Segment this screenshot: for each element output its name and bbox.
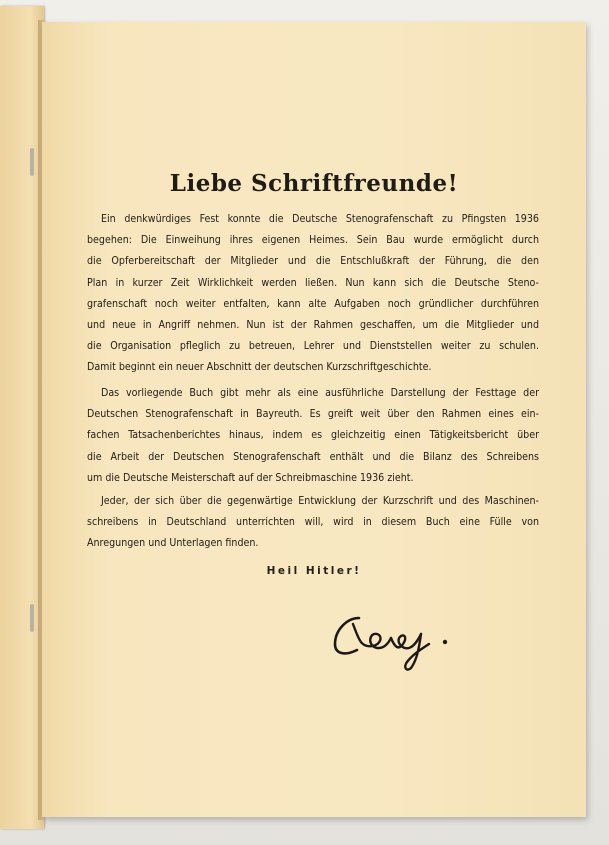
text-line: Anregungen und Unterlagen finden. [87, 537, 259, 550]
closing-greeting: Heil Hitler! [266, 565, 362, 577]
text-line: die Organisation pfleglich zu betreuen, Lehrer und Dienststellen weiter zu schulen. [87, 340, 539, 353]
handwritten-signature [329, 604, 469, 674]
text-line: Damit beginnt ein neuer Abschnitt der deutschen Kurzschriftgeschichte. [87, 361, 432, 374]
staple [30, 148, 34, 176]
text-line: Das vorliegende Buch gibt mehr als eine ausführliche Darstellung der Festtage der [101, 387, 539, 399]
text-line: schreibens in Deutschland unterrichten will, wird in diesem Buch eine Fülle von [87, 516, 539, 529]
text-line: die Opferbereitschaft der Mitglieder und die Entschlußkraft der Führung, die den [87, 255, 539, 268]
text-line: die Arbeit der Deutschen Stenografenschaft enthält und die Bilanz des Schreibens [87, 450, 539, 463]
text-line: grafenschaft noch weiter entfalten, kann alte Aufgaben noch gründlicher durchführen [87, 297, 539, 310]
text-line: Deutschen Stenografenschaft in Bayreuth. Es greift weit über den Rahmen eines ein- [87, 408, 539, 421]
paragraph [87, 383, 539, 489]
text-line: begehen: Die Einweihung ihres eigenen Heimes. Sein Bau wurde ermöglicht durch [87, 234, 539, 247]
text-line: Ein denkwürdiges Fest konnte die Deutsche Stenografenschaft zu Pfingsten 1936 [101, 213, 539, 225]
text-line: Jeder, der sich über die gegenwärtige Entwicklung der Kurzschrift und des Maschinen- [101, 495, 539, 507]
text-line: und neue in Angriff nehmen. Nun ist der Rahmen geschaffen, um die Mitglieder und [87, 319, 539, 332]
document-title: Liebe Schriftfreunde! [169, 170, 459, 197]
text-line: um die Deutsche Meisterschaft auf der Schreibmaschine 1936 zieht. [87, 471, 414, 484]
text-line: fachen Tatsachenberichtes hinaus, indem es gleichzeitig einen Tätigkeitsbericht über [87, 429, 539, 442]
paragraph [87, 491, 539, 555]
paragraph [87, 209, 539, 379]
text-line: Plan in kurzer Zeit Wirklichkeit werden ließen. Nun kann sich die Deutsche Steno- [87, 276, 539, 289]
staple [30, 604, 34, 632]
document-page [42, 22, 586, 817]
